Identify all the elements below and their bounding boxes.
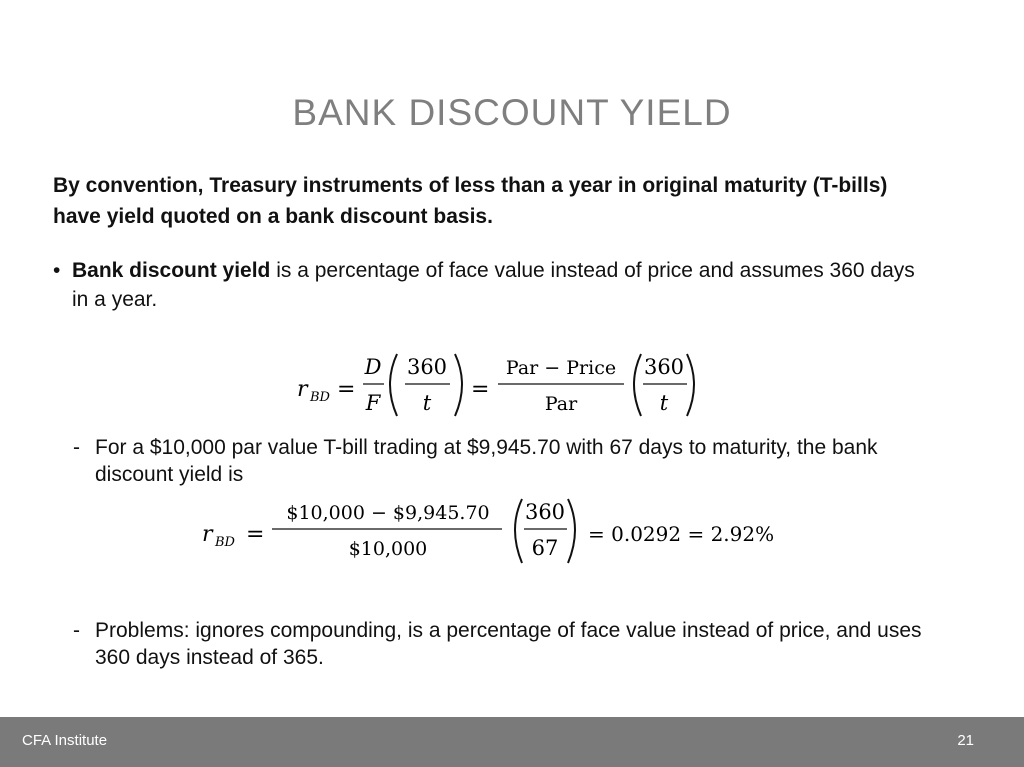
right-paren (568, 499, 575, 563)
formula1-t2: t (659, 391, 669, 415)
formula1-denominator-f: F (365, 391, 381, 415)
cfa-institute-logo: CFA Institute (22, 732, 108, 749)
problems-item (73, 617, 953, 671)
problems-text: Problems: ignores compounding, is a percentage of face value instead of price, and uses 360 days instead of 365. (95, 619, 922, 669)
formula2-67: 67 (531, 536, 559, 560)
formula2-denominator: $10,000 (348, 538, 428, 560)
bullet-bank-discount-yield (53, 256, 933, 314)
formula2-equals: = (246, 522, 265, 547)
footer-bar (0, 717, 1024, 767)
dash-marker: - (73, 436, 80, 459)
formula1-equals2: = (471, 377, 490, 402)
slide-title: BANK DISCOUNT YIELD (292, 92, 732, 133)
formula2-result: = 0.0292 = 2.92% (588, 522, 775, 546)
page-number: 21 (957, 732, 974, 749)
formula1-equals: = (337, 377, 356, 402)
formula2-r: r (202, 522, 213, 547)
formula1-t: t (422, 391, 432, 415)
right-paren (455, 354, 462, 416)
formula2-numerator: $10,000 − $9,945.70 (286, 502, 490, 524)
formula1-360: 360 (406, 355, 448, 379)
formula1-par-minus-price: Par − Price (505, 357, 617, 379)
formula1-numerator-d: D (364, 355, 382, 379)
example-text: For a $10,000 par value T-bill trading at $9,945.70 with 67 days to maturity, the bank discount yield is (95, 436, 878, 486)
formula1-par: Par (544, 393, 578, 415)
example-item (73, 434, 953, 488)
left-paren (390, 354, 397, 416)
formula2-360: 360 (524, 500, 566, 524)
dash-marker: - (73, 619, 80, 642)
formula1-360b: 360 (643, 355, 685, 379)
left-paren (515, 499, 522, 563)
formula1-r: r (297, 377, 308, 402)
formula1-subscript: BD (310, 390, 330, 405)
bullet-bold-term: Bank discount yield (72, 259, 271, 282)
formula2-subscript: BD (215, 535, 235, 550)
right-paren (687, 354, 694, 416)
formula-bank-discount-yield (295, 352, 715, 422)
left-paren (634, 354, 641, 416)
bullet-text (72, 256, 933, 314)
formula-example-calculation (200, 497, 810, 569)
bullet-rest: is a percentage of face value instead of price and assumes 360 days in a year. (72, 259, 915, 311)
intro-paragraph: By convention, Treasury instruments of less than a year in original maturity (T-bills) have yield quoted on a bank discount basis. (53, 174, 888, 228)
bullet-marker: • (53, 259, 61, 282)
